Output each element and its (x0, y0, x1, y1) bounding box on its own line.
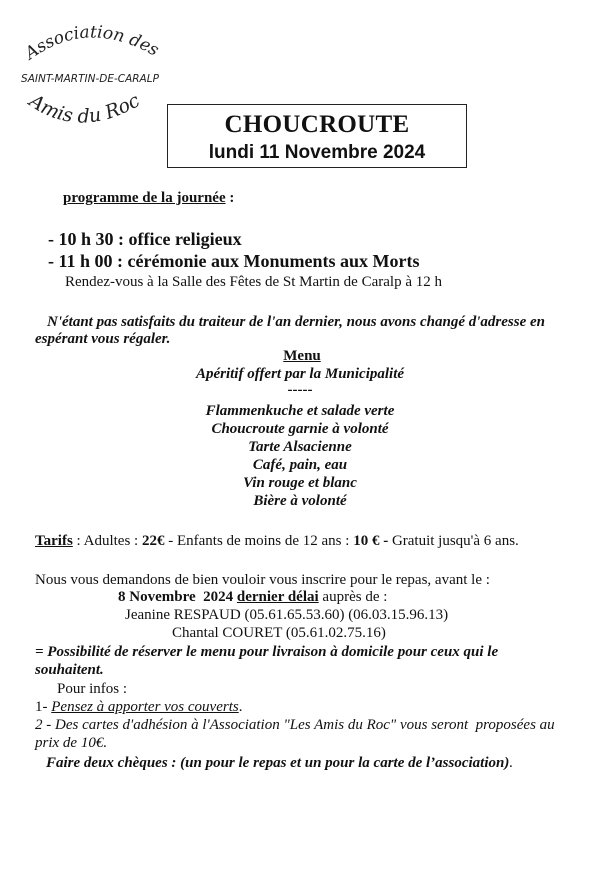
menu-separator: ----- (287, 382, 313, 398)
contact-respaud: Jeanine RESPAUD (05.61.65.53.60) (06.03.15.96.13) (125, 607, 449, 623)
association-logo (8, 18, 173, 128)
inscription-deadline: 8 Novembre 2024 dernier délai auprès de : (118, 589, 388, 605)
contact-couret: Chantal COURET (05.61.02.75.16) (172, 625, 386, 641)
notice-line2: espérant vous régaler. (35, 331, 171, 347)
menu-item: Café, pain, eau (252, 457, 348, 473)
infos-item2-line2: prix de 10€. (35, 735, 108, 751)
programme-heading: programme de la journée : (63, 190, 235, 206)
event-date: lundi 11 Novembre 2024 (208, 142, 426, 163)
logo-line1: Association des (21, 22, 163, 64)
title-box (167, 104, 467, 168)
menu-item: Tarte Alsacienne (248, 439, 352, 455)
logo-line3: Amis du Roc (25, 89, 144, 128)
menu-item: Flammenkuche et salade verte (205, 403, 395, 419)
notice-line1: N'étant pas satisfaits du traiteur de l'an dernier, nous avons changé d'adresse en (47, 314, 545, 330)
infos-cheques: Faire deux chèques : (un pour le repas et un pour la carte de l’association). (46, 755, 514, 771)
menu-item: Vin rouge et blanc (243, 475, 357, 491)
programme-item: - 10 h 30 : office religieux (48, 229, 242, 249)
menu-item: Choucroute garnie à volonté (211, 421, 389, 437)
programme-item: - 11 h 00 : cérémonie aux Monuments aux Morts (48, 251, 420, 271)
menu-heading: Menu (283, 348, 321, 364)
logo-line2: SAINT-MARTIN-DE-CARALP (21, 73, 159, 85)
infos-item1: 1- Pensez à apporter vos couverts. (35, 699, 243, 715)
infos-item2-line1: 2 - Des cartes d'adhésion à l'Association "Les Amis du Roc" vous seront proposées au (35, 717, 555, 733)
livraison-line1: = Possibilité de réserver le menu pour livraison à domicile pour ceux qui le (35, 644, 499, 660)
rendezvous-text: Rendez-vous à la Salle des Fêtes de St Martin de Caralp à 12 h (65, 274, 442, 290)
menu-aperitif: Apéritif offert par la Municipalité (195, 366, 405, 382)
menu-item: Bière à volonté (253, 493, 347, 509)
tarifs-line: Tarifs : Adultes : 22€ - Enfants de moins de 12 ans : 10 € - Gratuit jusqu'à 6 ans. (35, 533, 519, 549)
infos-heading: Pour infos : (57, 681, 128, 697)
page-title: CHOUCROUTE (224, 111, 410, 138)
inscription-intro: Nous vous demandons de bien vouloir vous inscrire pour le repas, avant le : (35, 572, 490, 588)
livraison-line2: souhaitent. (35, 662, 104, 678)
